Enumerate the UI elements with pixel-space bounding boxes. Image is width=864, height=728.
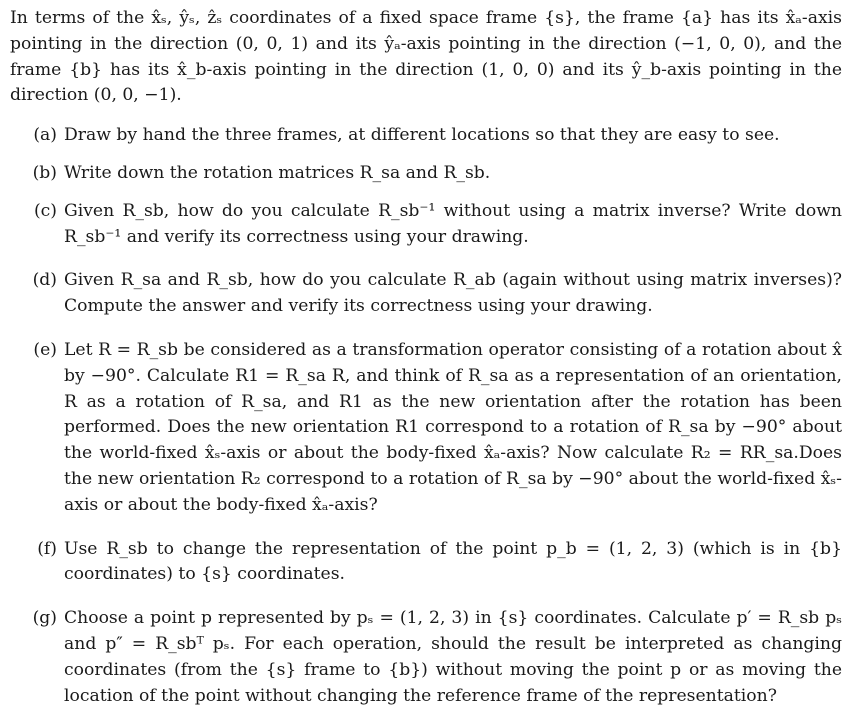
item-text: Choose a point p represented by pₛ = (1, 2, 3) in {s} coordinates. Calculate p′ = R_sb pₛ and p″ = R_sbᵀ pₛ. For each operation, should the result be interpreted as changing coordinates (from the {s} frame to {b}) without moving the point p or as moving the location of the point without changing the reference frame of the representation?	[64, 608, 842, 706]
item-text: Draw by hand the three frames, at different locations so that they are easy to see.	[64, 125, 780, 146]
item-label: (d)	[32, 270, 57, 291]
item-label: (a)	[33, 125, 57, 146]
item-text: Use R_sb to change the representation of the point p_b = (1, 2, 3) (which is in {b} coordinates) to {s} coordinates.	[64, 538, 842, 585]
problem-intro: In terms of the x̂ₛ, ŷₛ, ẑₛ coordinates of a fixed space frame {s}, the frame {a} has its x̂ₐ-axis pointing in the direction (0, 0, 1) and its ŷₐ-axis pointing in the direction (−1, 0, 0), and the frame {b} has its x̂_b-axis pointing in the direction (1, 0, 0) and its ŷ_b-axis pointing in the direction (0, 0, −1).	[10, 8, 842, 106]
item-text: Let R = R_sb be considered as a transformation operator consisting of a rotation about x̂ by −90°. Calculate R1 = R_sa R, and think of R_sa as a representation of an orientation, R as a rotation of R_sa, and R1 as the new orientation after the rotation has been performed. Does the new orientation R1 correspond to a rotation of R_sa by −90° about the world-fixed x̂ₛ-axis or about the body-fixed x̂ₐ-axis? Now calculate R₂ = RR_sa.Does the new orientation R₂ correspond to a rotation of R_sa by −90° about the world-fixed x̂ₛ-axis or about the body-fixed x̂ₐ-axis?	[64, 339, 842, 515]
list-item	[10, 606, 842, 709]
list-item	[10, 199, 842, 251]
item-text: Given R_sb, how do you calculate R_sb⁻¹ without using a matrix inverse? Write down R_sb⁻¹ and verify its correctness using your drawing.	[64, 200, 842, 247]
item-text: Given R_sa and R_sb, how do you calculate R_ab (again without using matrix inverses)? Compute the answer and verify its correctness using your drawing.	[64, 270, 842, 317]
item-label: (b)	[32, 162, 57, 183]
item-label: (g)	[32, 608, 57, 629]
item-label: (e)	[33, 339, 57, 360]
document	[10, 6, 842, 725]
list-item	[10, 268, 842, 320]
list-item	[10, 123, 842, 149]
item-label: (f)	[37, 538, 57, 559]
list-item	[10, 161, 842, 187]
item-label: (c)	[33, 200, 57, 221]
list-item	[10, 338, 842, 519]
item-text: Write down the rotation matrices R_sa and R_sb.	[64, 162, 491, 183]
subquestion-list	[10, 123, 842, 709]
list-item	[10, 537, 842, 589]
